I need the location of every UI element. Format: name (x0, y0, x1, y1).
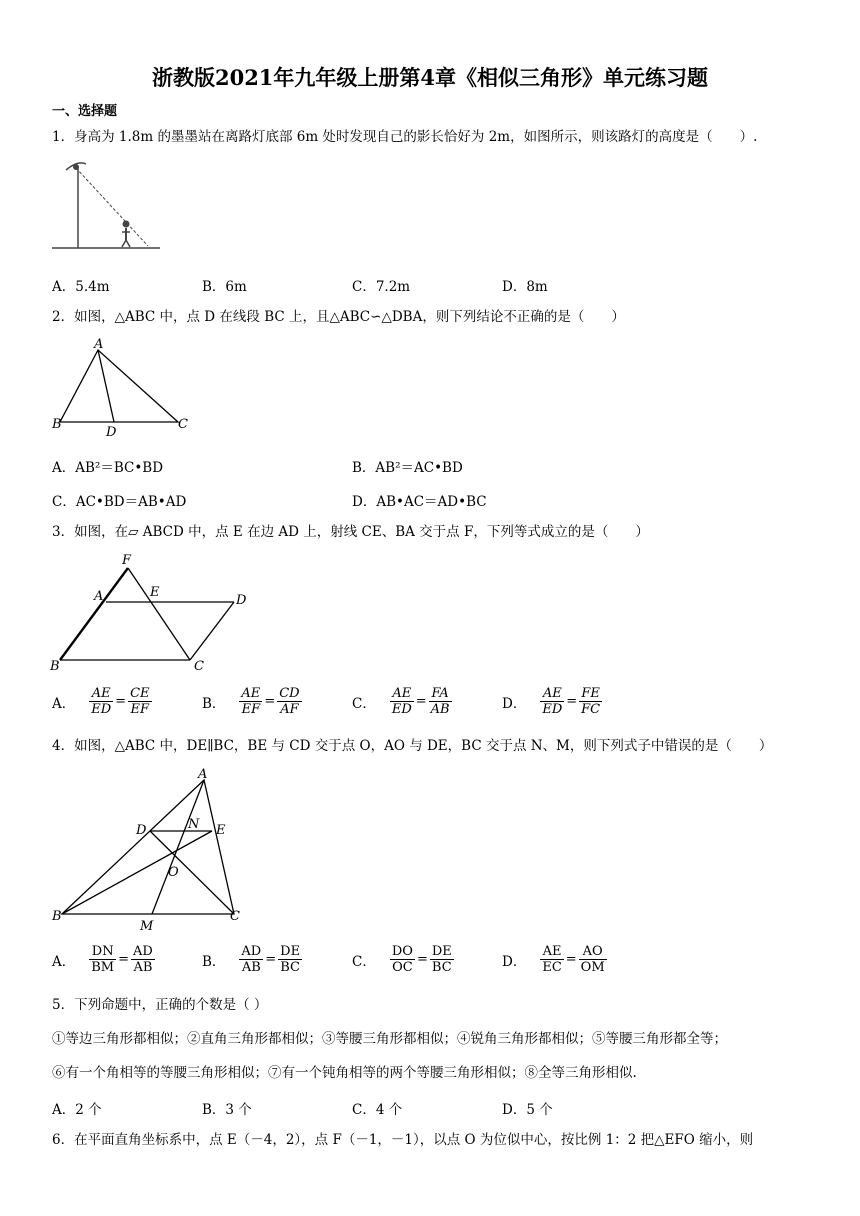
q4-option-b: B． $\frac{AD}{AB}$ = $\frac{DE}{BC}$ (202, 944, 301, 975)
question-3-figure (48, 552, 258, 674)
q4-label-e: E (216, 823, 226, 838)
q4-label-d: D (136, 823, 147, 838)
q3-option-b: B． $\frac{AE}{EF}$ = $\frac{CD}{AF}$ (202, 686, 300, 717)
question-2-figure (50, 336, 200, 440)
q5-option-a: A．2 个 (52, 1102, 102, 1118)
question-3-text: 3．如图，在▱ ABCD 中，点 E 在边 AD 上，射线 CE、BA 交于点 F，下列等式成立的是（ ） (52, 524, 649, 540)
page-title: 浙教版2021年九年级上册第4章《相似三角形》单元练习题 (151, 65, 709, 90)
q5-option-d: D．5 个 (502, 1102, 553, 1118)
q3-label-b: B (50, 659, 60, 674)
q4-label-o: O (168, 865, 179, 880)
question-4-text: 4．如图，△ABC 中，DE∥BC，BE 与 CD 交于点 O，AO 与 DE，BC 交于点 N、M，则下列式子中错误的是（ ） (52, 738, 773, 754)
q4-label-b: B (52, 909, 62, 924)
question-4-figure (48, 766, 248, 938)
q4-option-c: C． $\frac{DO}{OC}$ = $\frac{DE}{BC}$ (352, 944, 452, 975)
q2-label-b: B (52, 417, 62, 432)
q2-option-d: D．AB•AC＝AD•BC (352, 494, 487, 510)
q3-label-a: A (94, 589, 104, 604)
q3-label-e: E (150, 585, 160, 600)
question-5-statements-line-2: ⑥有一个角相等的等腰三角形相似；⑦有一个钝角相等的两个等腰三角形相似；⑧全等三角形相似. (52, 1065, 637, 1081)
q3-option-c: C． $\frac{AE}{ED}$ = $\frac{FA}{AB}$ (352, 686, 450, 717)
question-2-text: 2．如图，△ABC 中，点 D 在线段 BC 上，且△ABC∽△DBA，则下列结论不正确的是（ ） (52, 309, 625, 325)
q3-option-d: D． $\frac{AE}{ED}$ = $\frac{FE}{FC}$ (502, 686, 601, 717)
q3-label-d: D (236, 593, 247, 608)
q4-option-d: D． $\frac{AE}{EC}$ = $\frac{AO}{OM}$ (502, 944, 605, 975)
q4-label-a: A (198, 767, 208, 782)
section-heading: 一、选择题 (52, 104, 118, 119)
question-5-text: 5．下列命题中，正确的个数是（ ） (52, 997, 268, 1013)
q5-option-b: B．3 个 (202, 1102, 252, 1118)
question-5-statements-line-1: ①等边三角形都相似；②直角三角形都相似；③等腰三角形都相似；④锐角三角形都相似；⑤等腰三角形都全等； (52, 1031, 727, 1047)
q4-option-a: A． $\frac{DN}{BM}$ = $\frac{AD}{AB}$ (52, 944, 153, 975)
question-1-text: 1．身高为 1.8m 的墨墨站在离路灯底部 6m 处时发现自己的影长恰好为 2m，如图所示，则该路灯的高度是（ ）. (52, 129, 758, 145)
q4-label-c: C (230, 909, 240, 924)
q2-option-b: B．AB²＝AC•BD (352, 460, 463, 476)
q3-label-c: C (194, 659, 204, 674)
q1-option-b: B．6m (202, 279, 247, 295)
q2-option-c: C．AC•BD＝AB•AD (52, 494, 187, 510)
q2-option-a: A．AB²＝BC•BD (52, 460, 164, 476)
q5-option-c: C．4 个 (352, 1102, 403, 1118)
q1-option-a: A．5.4m (52, 279, 110, 295)
q4-label-n: N (188, 817, 200, 832)
q4-label-m: M (140, 919, 154, 934)
question-6-text: 6．在平面直角坐标系中，点 E（－4，2），点 F（－1，－1），以点 O 为位似中心，按比例 1：2 把△EFO 缩小，则 (52, 1132, 754, 1148)
q3-label-f: F (122, 553, 132, 568)
question-1-figure (52, 158, 164, 254)
q3-option-a: A． $\frac{AE}{ED}$ = $\frac{CE}{EF}$ (52, 686, 150, 717)
q1-option-c: C．7.2m (352, 279, 411, 295)
q2-label-d: D (106, 425, 117, 440)
q1-option-d: D．8m (502, 279, 548, 295)
q2-label-c: C (178, 417, 188, 432)
q2-label-a: A (94, 337, 104, 352)
